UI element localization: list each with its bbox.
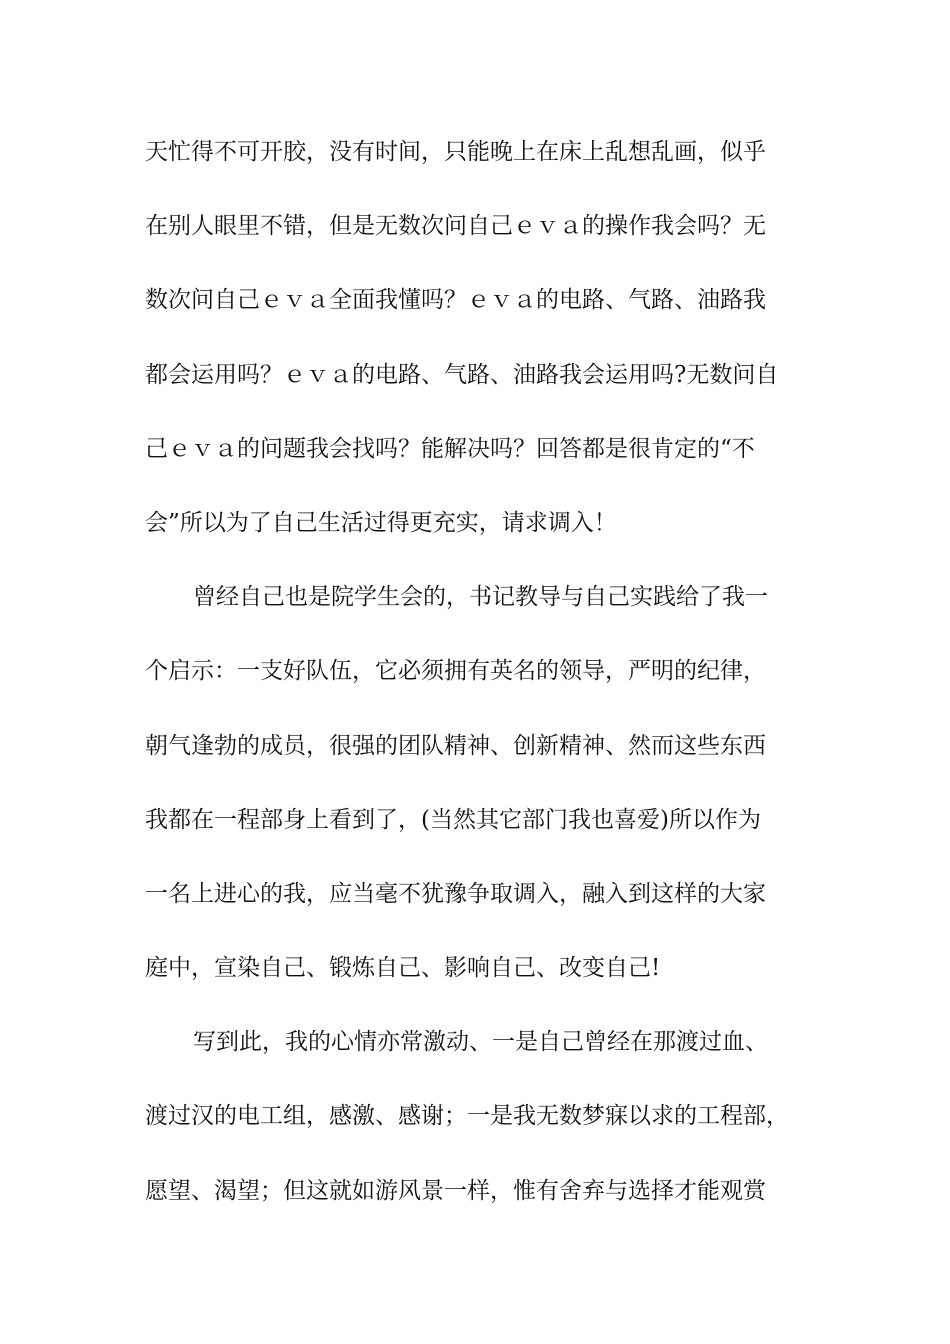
- paragraph-start-line: 曾经自己也是院学生会的，书记教导与自己实践给了我一: [193, 584, 768, 611]
- text-line: 会”所以为了自己生活过得更充实，请求调入！: [145, 509, 617, 536]
- text-line: 数次问自己ｅｖａ全面我懂吗？ｅｖａ的电路、气路、油路我: [145, 287, 766, 314]
- text-line: 愿望、渴望；但这就如游风景一样，惟有舍弃与选择才能观赏: [145, 1177, 766, 1204]
- text-line: 个启示：一支好队伍，它必须拥有英名的领导，严明的纪律，: [145, 658, 766, 685]
- document-body: [145, 128, 810, 1241]
- text-line: 天忙得不可开胶，没有时间，只能晚上在床上乱想乱画，似乎: [145, 139, 766, 165]
- text-line: 朝气逢勃的成员，很强的团队精神、创新精神、然而这些东西: [145, 732, 766, 759]
- text-line: 都会运用吗？ｅｖａ的电路、气路、油路我会运用吗?无数问自: [145, 361, 779, 388]
- text-line: 己ｅｖａ的问题我会找吗？能解决吗？回答都是很肯定的“不: [145, 435, 755, 462]
- text-line: 一名上进心的我，应当毫不犹豫争取调入，融入到这样的大家: [145, 880, 766, 907]
- text-line: 我都在一程部身上看到了，(当然其它部门我也喜爱)所以作为: [145, 806, 761, 833]
- text-line: 在别人眼里不错，但是无数次问自己ｅｖａ的操作我会吗？无: [145, 213, 766, 240]
- text-line: 渡过汉的电工组，感激、感谢；一是我无数梦寐以求的工程部，: [145, 1103, 789, 1130]
- text-line: 庭中，宣染自己、锻炼自己、影响自己、改变自己!: [145, 955, 661, 982]
- paragraph-start-line: 写到此，我的心情亦常激动、一是自己曾经在那渡过血、: [193, 1029, 768, 1056]
